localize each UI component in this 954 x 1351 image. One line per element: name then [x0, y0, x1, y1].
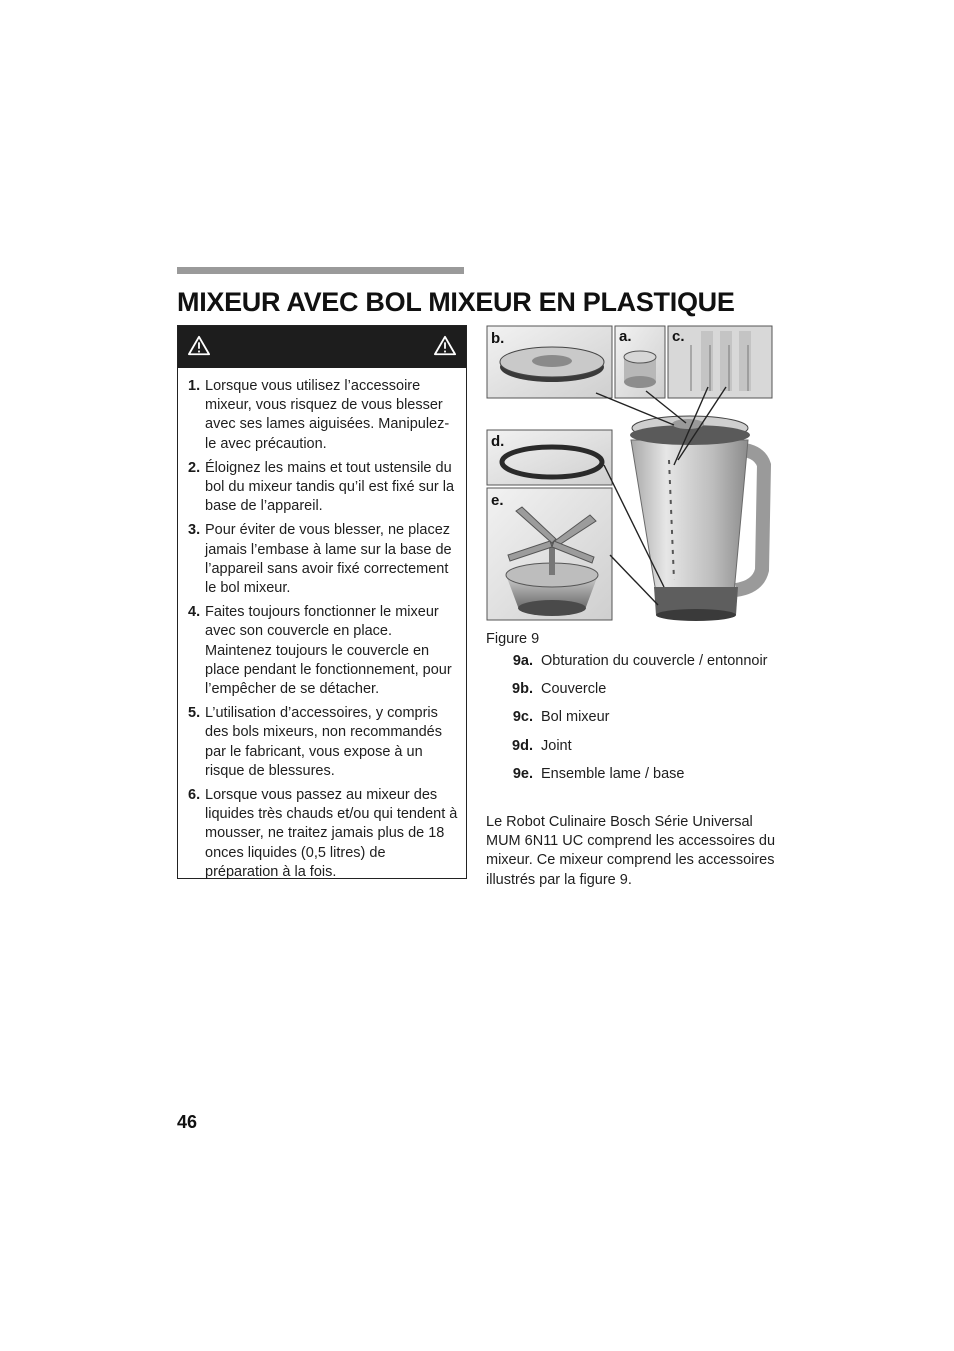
figure-caption: Figure 9 [486, 631, 540, 647]
legend-text: Ensemble lame / base [541, 765, 685, 782]
page-title: MIXEUR AVEC BOL MIXEUR EN PLASTIQUE [177, 287, 735, 317]
warning-item [188, 521, 458, 598]
figure-legend [486, 652, 776, 793]
legend-item [486, 680, 776, 699]
legend-item [486, 652, 776, 671]
legend-text: Bol mixeur [541, 709, 610, 726]
warning-text: Éloignez les mains et tout ustensile du bol du mixeur tandis qu’il est fixé sur la base de l’appareil. [205, 459, 455, 515]
warning-item [188, 377, 458, 454]
warning-text: L’utilisation d’accessoires, y compris des bols mixeurs, non recommandés par le fabricant, vous expose à un risque de blessures. [205, 705, 442, 779]
warning-text: Faites toujours fonctionner le mixeur avec son couvercle en place. Maintenez toujours le couvercle en place pendant le fonctionnement, pour l’empêcher de se détacher. [205, 604, 452, 698]
warning-number: 5. [188, 705, 201, 722]
panel-label: d. [491, 433, 505, 450]
warning-triangle-icon [188, 335, 210, 357]
panel-label: b. [491, 330, 505, 347]
section-rule [177, 267, 464, 274]
warning-header [178, 326, 466, 368]
warning-number: 6. [188, 787, 201, 804]
legend-key: 9b. [512, 681, 533, 698]
blender-parts-figure [486, 325, 773, 623]
panel-label: c. [672, 328, 685, 345]
warning-text: Lorsque vous utilisez l’accessoire mixeur, vous risquez de vous blesser avec ses lames aiguisées. Manipulez-le avec précaution. [205, 378, 450, 452]
legend-item [486, 708, 776, 727]
warning-item [188, 459, 458, 517]
warning-number: 2. [188, 459, 201, 476]
panel-c-scale [668, 326, 772, 398]
page-number: 46 [177, 1112, 198, 1132]
warning-item [188, 603, 458, 699]
legend-text: Couvercle [541, 681, 607, 698]
warning-number: 3. [188, 522, 201, 539]
panel-a-cap [615, 326, 665, 398]
panel-label: a. [619, 328, 632, 345]
body-paragraph: Le Robot Culinaire Bosch Série Universal MUM 6N11 UC comprend les accessoires du mixeur. Ce mixeur comprend les accessoires illustrés par la figure 9. [486, 814, 776, 888]
panel-d-seal [487, 430, 612, 485]
legend-item [486, 765, 776, 784]
panel-e-blade-base [487, 488, 612, 620]
legend-key: 9c. [512, 709, 533, 726]
panel-label: e. [491, 492, 504, 509]
legend-key: 9e. [512, 765, 533, 782]
warning-list [178, 368, 466, 882]
warning-box [177, 325, 467, 879]
warning-item [188, 704, 458, 781]
warning-number: 1. [188, 378, 201, 394]
panel-b-lid [487, 326, 612, 398]
warning-text: Lorsque vous passez au mixeur des liquides très chauds et/ou qui tendent à mousser, ne traitez jamais plus de 18 onces liquides (0,5 litres) de préparation à la fois. [205, 787, 458, 880]
warning-item [188, 786, 458, 882]
legend-key: 9a. [512, 653, 533, 669]
warning-number: 4. [188, 604, 201, 621]
legend-text: Joint [541, 737, 572, 754]
warning-triangle-icon [434, 335, 456, 357]
legend-key: 9d. [512, 737, 533, 754]
warning-text: Pour éviter de vous blesser, ne placez jamais l’embase à lame sur la base de l’appareil sans avoir fixé correctement le bol mixeur. [205, 522, 452, 597]
legend-item [486, 737, 776, 756]
legend-text: Obturation du couvercle / entonnoir [541, 653, 768, 669]
